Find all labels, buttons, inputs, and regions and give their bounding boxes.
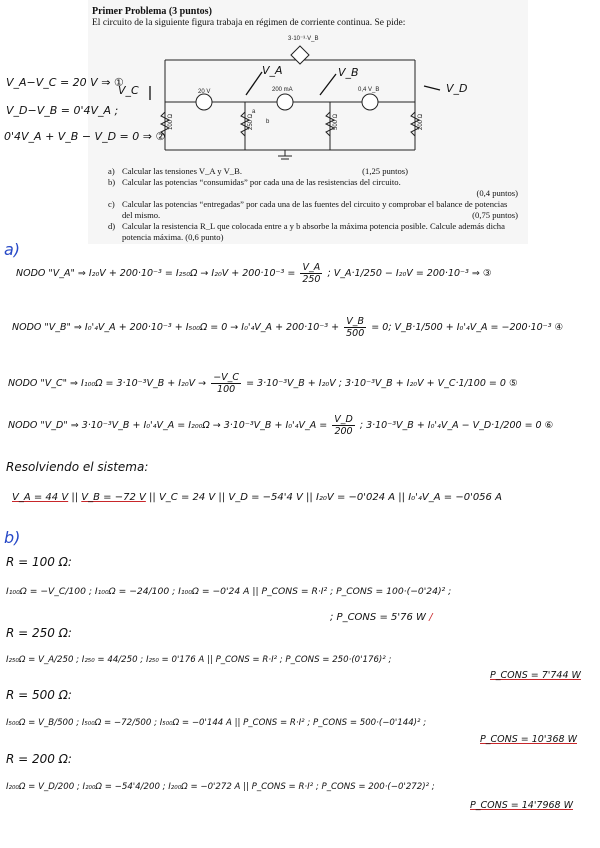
r200-title: R = 200 Ω: (6, 752, 72, 766)
r100-line: I₁₀₀Ω = −V_C/100 ; I₁₀₀Ω = −24/100 ; I₁₀₀Ω = −0'24 A || P_CONS = R·I² ; P_CONS = 100·(−0'24)² ; (6, 586, 452, 597)
node-label-vc: V_C (118, 84, 139, 97)
r500-line: I₅₀₀Ω = V_B/500 ; I₅₀₀Ω = −72/500 ; I₅₀₀Ω = −0'144 A || P_CONS = R·I² ; P_CONS = 500·(−0'144)² ; (6, 718, 427, 728)
r250-line: I₂₅₀Ω = V_A/250 ; I₂₅₀ = 44/250 ; I₂₅₀ = 0'176 A || P_CONS = R·I² ; P_CONS = 250·(0'176)² ; (6, 655, 392, 665)
label-r250: 250 Ω (248, 113, 254, 130)
r250-title: R = 250 Ω: (6, 626, 72, 640)
annotation-eq1: V_A−V_C = 20 V ⇒ ① (6, 76, 124, 89)
node-a-frac: $\frac{V\_A}{250}$ (302, 262, 321, 285)
label-a: a (252, 109, 256, 115)
label-b: b (266, 119, 270, 125)
dependent-source-label: 3·10⁻³·V_B (288, 36, 319, 42)
r100-title: R = 100 Ω: (6, 555, 72, 569)
r500-title: R = 500 Ω: (6, 688, 72, 702)
label-200ma: 200 mA (272, 87, 293, 93)
r200-line: I₂₀₀Ω = V_D/200 ; I₂₀₀Ω = −54'4/200 ; I₂₀₀Ω = −0'272 A || P_CONS = R·I² ; P_CONS = 200·(−0'272)² ; (6, 782, 435, 792)
node-a-line: NODO "V_A" ⇒ I₂₀V + 200·10⁻³ = I₂₅₀Ω → I₂₀V + 200·10⁻³ = $\frac{V\_A}{250}$ ; V_A·1/250 − I₂₀V = 200·10⁻³ ⇒ ③ (16, 262, 492, 285)
r500-result: P_CONS = 10'368 W (480, 734, 577, 745)
label-r500: 500 Ω (333, 113, 339, 130)
node-c-line: NODO "V_C" ⇒ I₁₀₀Ω = 3·10⁻³V_B + I₂₀V → $\frac{-V\_C}{100}$ = 3·10⁻³V_B + I₂₀V ; 3·10⁻³V_B + I₂₀V + V_C·1/100 = 0 ⑤ (8, 372, 518, 395)
question-b: b) Calcular las potencias “consumidas” por cada una de las resistencias del circuito. (108, 177, 401, 187)
problem-title: Primer Problema (3 puntos) (92, 6, 212, 17)
question-list (108, 166, 518, 243)
question-c: c) Calcular las potencias “entregadas” por cada una de las fuentes del circuito y comprobar el balance de potencias del mismo. (0,75 puntos) (108, 199, 518, 220)
label-r200: 200 Ω (418, 113, 424, 130)
node-c-frac: $\frac{-V\_C}{100}$ (213, 372, 240, 395)
section-a-results: V_A = 44 V || V_B = −72 V || V_C = 24 V || V_D = −54'4 V || I₂₀V = −0'024 A || I₀'₄V_A = −0'056 A (12, 492, 502, 503)
question-b-points: (0,4 puntos) (476, 188, 518, 198)
annotation-eq2: V_D−V_B = 0'4V_A ; (6, 104, 119, 117)
label-04v: 0,4 V_B (358, 87, 380, 93)
solve-text: Resolviendo el sistema: (6, 460, 149, 474)
annotation-eq2b: 0'4V_A + V_B − V_D = 0 ⇒ ② (4, 130, 166, 143)
label-20v: 20 V (198, 89, 211, 95)
result-rest: || V_C = 24 V || V_D = −54'4 V || I₂₀V = −0'024 A || I₀'₄V_A = −0'056 A (149, 492, 502, 503)
result-va: V_A = 44 V (12, 492, 69, 503)
node-b-line: NODO "V_B" ⇒ I₀'₄V_A + 200·10⁻³ + I₅₀₀Ω = 0 → I₀'₄V_A + 200·10⁻³ + $\frac{V\_B}{500}$ = 0; V_B·1/500 + I₀'₄V_A = −200·10⁻³ ④ (12, 316, 564, 339)
section-b-heading: b) (4, 528, 21, 547)
node-d-line: NODO "V_D" ⇒ 3·10⁻³V_B + I₀'₄V_A = I₂₀₀Ω → 3·10⁻³V_B + I₀'₄V_A = $\frac{V\_D}{200}$ ; 3·10⁻³V_B + I₀'₄V_A − V_D·1/200 = 0 ⑥ (8, 414, 554, 437)
node-label-vb: V_B (338, 66, 359, 79)
label-r100: 100 Ω (168, 113, 174, 130)
r250-result: P_CONS = 7'744 W (490, 670, 581, 681)
question-a: a) Calcular las tensiones V_A y V_B. (1,25 puntos) (108, 166, 408, 176)
node-label-vd: V_D (446, 82, 468, 95)
problem-intro: El circuito de la siguiente figura trabaja en régimen de corriente continua. Se pide: (92, 18, 406, 28)
r200-result: P_CONS = 14'7968 W (470, 800, 574, 811)
node-label-va: V_A (262, 64, 283, 77)
question-d: d) Calcular la resistencia R_L que colocada entre a y b absorbe la máxima potencia posible. Calcule además dicha potencia máxima. (0,6 punto) (108, 221, 505, 242)
r100-result: ; P_CONS = 5'76 W / (330, 612, 433, 623)
node-d-frac: $\frac{V\_D}{200}$ (334, 414, 353, 437)
result-vb: V_B = −72 V (81, 492, 146, 503)
section-a-heading: a) (4, 240, 21, 259)
node-b-frac: $\frac{V\_B}{500}$ (346, 316, 365, 339)
